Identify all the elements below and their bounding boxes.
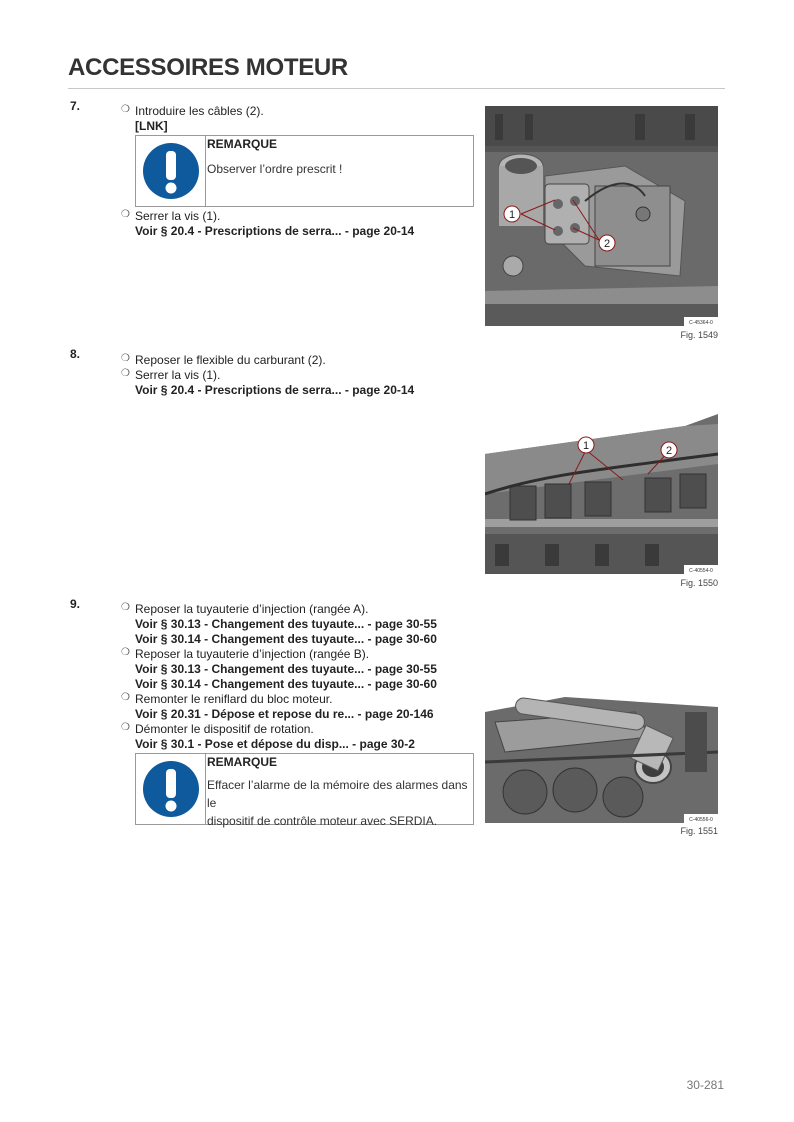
- note-icon-cell: [136, 754, 206, 824]
- bullet-icon: ❍: [121, 368, 130, 379]
- exclamation-circle-icon: [142, 760, 200, 818]
- note-heading: REMARQUE: [207, 755, 278, 769]
- instruction-line: Reposer la tuyauterie d’injection (rangée B).: [135, 647, 370, 661]
- instruction-line: Serrer la vis (1).: [135, 368, 221, 382]
- instruction-line: Reposer le flexible du carburant (2).: [135, 353, 326, 367]
- bullet-icon: ❍: [121, 692, 130, 703]
- callout-label-1: 1: [582, 440, 590, 452]
- bullet-icon: ❍: [121, 722, 130, 733]
- cross-reference-link[interactable]: Voir § 30.13 - Changement des tuyaute... - page 30-55: [135, 617, 437, 631]
- step-number-8: 8.: [70, 347, 81, 361]
- callout-label-1: 1: [508, 209, 516, 221]
- cross-reference-link[interactable]: Voir § 30.1 - Pose et dépose du disp... - page 30-2: [135, 737, 415, 751]
- note-heading: REMARQUE: [207, 137, 278, 151]
- cross-reference-link[interactable]: Voir § 20.4 - Prescriptions de serra... - page 20-14: [135, 383, 415, 397]
- note-text-line: Effacer l’alarme de la mémoire des alarmes dans le: [207, 778, 468, 810]
- page-number: 30-281: [686, 1078, 724, 1092]
- engine-photo-fig-1551: [485, 692, 718, 823]
- note-box: [135, 753, 474, 828]
- cross-reference-link[interactable]: Voir § 30.14 - Changement des tuyaute... - page 30-60: [135, 632, 437, 646]
- note-box: [135, 135, 474, 207]
- step-number-7: 7.: [70, 99, 81, 113]
- instruction-line: Serrer la vis (1).: [135, 209, 221, 223]
- cross-reference-link[interactable]: Voir § 20.31 - Dépose et repose du re... - page 20-146: [135, 707, 434, 721]
- cross-reference-link[interactable]: Voir § 20.4 - Prescriptions de serra... - page 20-14: [135, 224, 415, 238]
- callout-label-2: 2: [665, 445, 673, 457]
- note-icon-cell: [136, 136, 206, 206]
- instruction-line: Introduire les câbles (2).: [135, 104, 264, 118]
- cross-reference-link[interactable]: Voir § 30.13 - Changement des tuyaute... - page 30-55: [135, 662, 437, 676]
- instruction-line: Remonter le reniflard du bloc moteur.: [135, 692, 333, 706]
- engine-photo-fig-1549: [485, 106, 718, 326]
- image-code: C-40554-0: [689, 568, 713, 574]
- bullet-icon: ❍: [121, 353, 130, 364]
- instruction-line: Reposer la tuyauterie d’injection (rangée A).: [135, 602, 369, 616]
- step-number-9: 9.: [70, 597, 81, 611]
- instruction-line: Démonter le dispositif de rotation.: [135, 722, 314, 736]
- bullet-icon: ❍: [121, 104, 130, 115]
- image-code: C-40556-0: [689, 817, 713, 823]
- callout-label-2: 2: [603, 238, 611, 250]
- title-divider: [68, 88, 725, 89]
- bullet-icon: ❍: [121, 602, 130, 613]
- bullet-icon: ❍: [121, 647, 130, 658]
- page-title: ACCESSOIRES MOTEUR: [68, 54, 348, 81]
- link-tag: [LNK]: [135, 119, 168, 133]
- image-code: C-45364-0: [689, 320, 713, 326]
- figure-caption: Fig. 1549: [680, 330, 718, 340]
- note-text: Observer l’ordre prescrit !: [207, 162, 343, 176]
- engine-photo-fig-1550: [485, 414, 718, 574]
- cross-reference-link[interactable]: Voir § 30.14 - Changement des tuyaute... - page 30-60: [135, 677, 437, 691]
- exclamation-circle-icon: [142, 142, 200, 200]
- bullet-icon: ❍: [121, 209, 130, 220]
- note-text-line: dispositif de contrôle moteur avec SERDIA.: [207, 814, 438, 828]
- figure-caption: Fig. 1550: [680, 578, 718, 588]
- figure-caption: Fig. 1551: [680, 826, 718, 836]
